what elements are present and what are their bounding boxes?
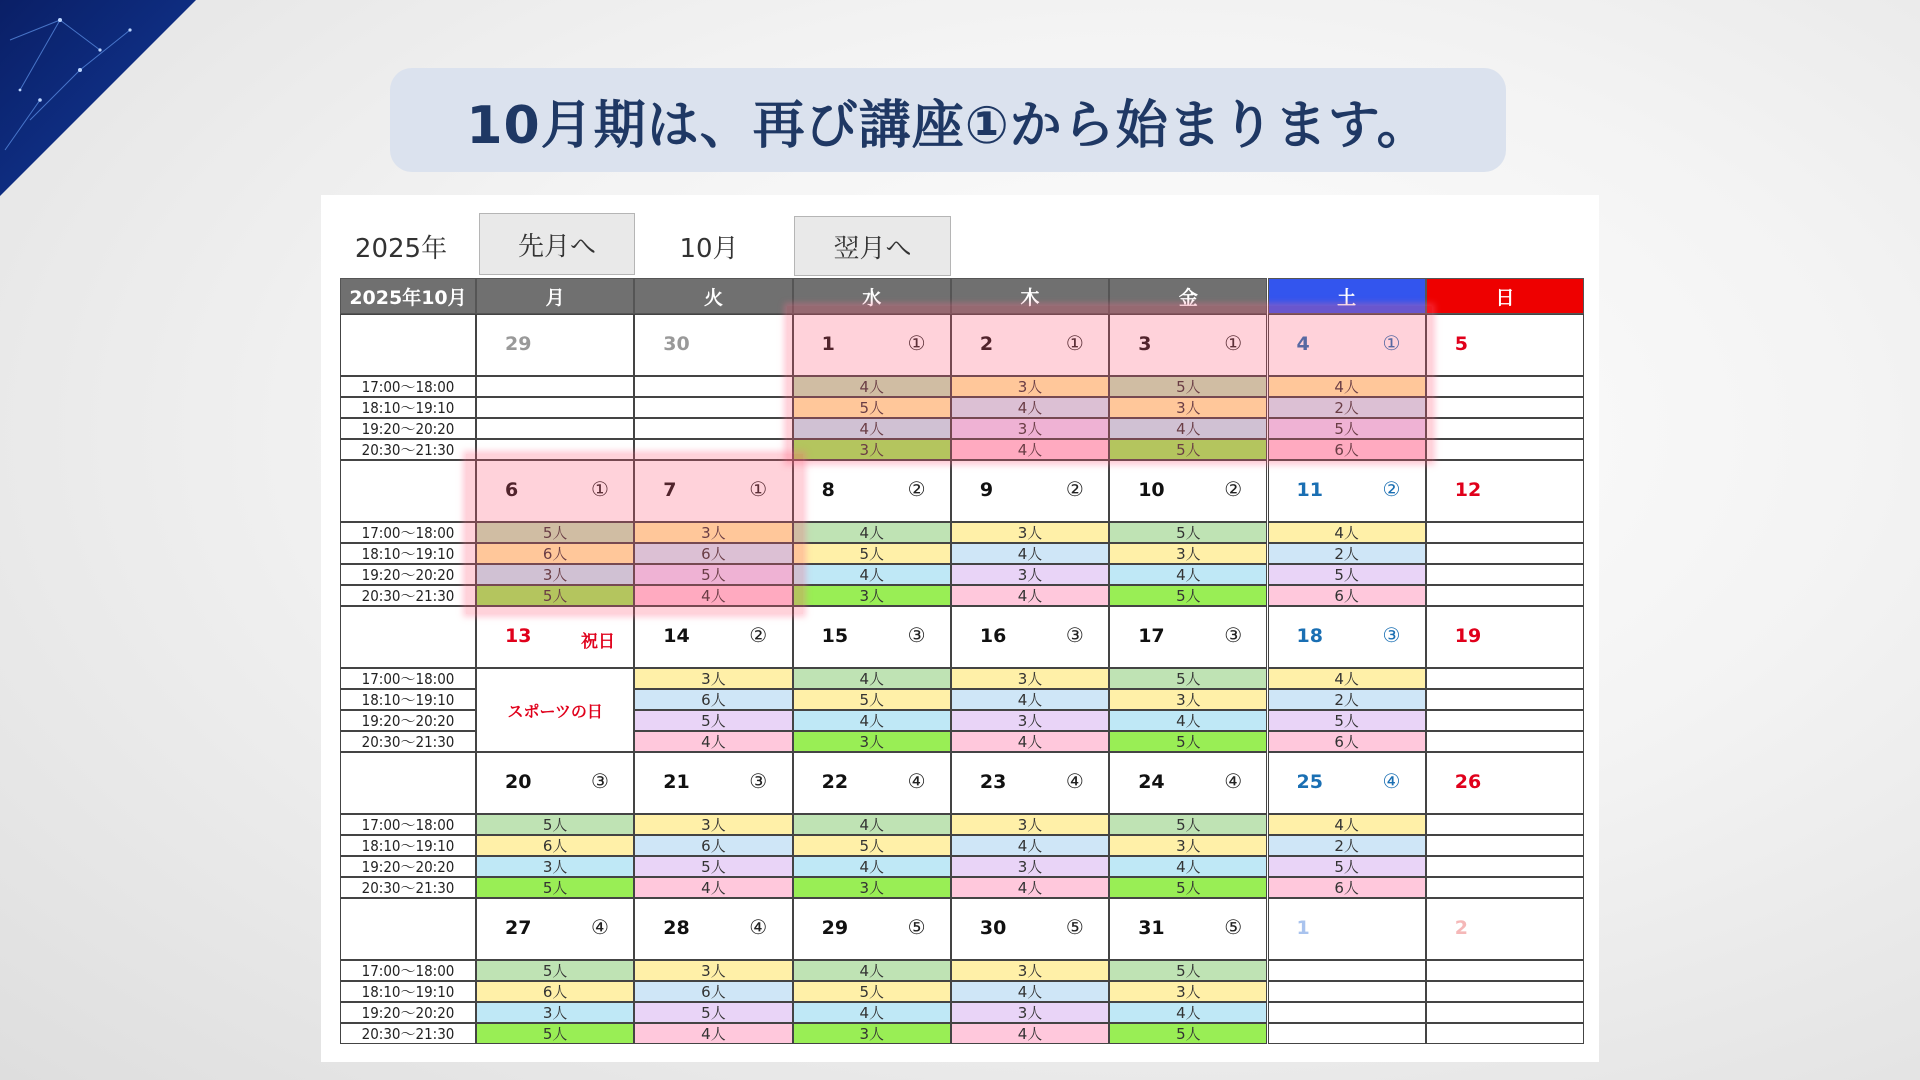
slot-count[interactable]: 4人 <box>1109 856 1267 877</box>
slot-count <box>1426 668 1584 689</box>
time-slot-label: 19:20〜20:20 <box>340 1002 476 1023</box>
slot-count[interactable]: 5人 <box>476 585 634 606</box>
lecture-number: ② <box>749 623 768 647</box>
day-cell[interactable] <box>793 898 951 960</box>
slot-count[interactable]: 5人 <box>1109 1023 1267 1044</box>
slot-count <box>1268 1002 1426 1023</box>
slot-count[interactable]: 4人 <box>793 376 951 397</box>
slot-count[interactable]: 4人 <box>951 835 1109 856</box>
next-month-button[interactable]: 翌月へ <box>794 216 951 276</box>
slot-count <box>634 376 792 397</box>
time-slot-label: 18:10〜19:10 <box>340 543 476 564</box>
time-slot-label: 17:00〜18:00 <box>340 960 476 981</box>
slot-count <box>1426 522 1584 543</box>
slot-count <box>1426 877 1584 898</box>
slot-count[interactable]: 5人 <box>634 1002 792 1023</box>
day-number: 22 <box>821 771 849 793</box>
slot-count[interactable]: 3人 <box>1109 981 1267 1002</box>
slot-count[interactable]: 5人 <box>476 1023 634 1044</box>
day-cell[interactable] <box>951 898 1109 960</box>
day-number: 14 <box>663 625 690 647</box>
lecture-number: ⑤ <box>1065 915 1084 939</box>
lecture-number: ① <box>591 477 609 501</box>
slot-count[interactable]: 3人 <box>951 856 1109 877</box>
slot-count[interactable]: 4人 <box>1109 710 1267 731</box>
day-cell[interactable] <box>1426 898 1584 960</box>
day-cell[interactable] <box>634 606 792 668</box>
day-cell[interactable] <box>1268 606 1426 668</box>
slot-count[interactable]: 4人 <box>1109 564 1267 585</box>
day-cell[interactable] <box>1268 314 1426 376</box>
slot-count[interactable]: 4人 <box>634 1023 792 1044</box>
day-number: 1 <box>1296 917 1310 939</box>
slot-count[interactable]: 4人 <box>793 710 951 731</box>
slot-count <box>1426 543 1584 564</box>
slot-count[interactable]: 4人 <box>951 877 1109 898</box>
slot-count[interactable]: 6人 <box>476 543 634 564</box>
slot-count[interactable]: 4人 <box>793 814 951 835</box>
day-cell[interactable] <box>1426 606 1584 668</box>
slot-count[interactable]: 3人 <box>634 814 792 835</box>
slot-count[interactable]: 3人 <box>793 585 951 606</box>
week-date-label-cell <box>340 898 476 960</box>
day-number: 28 <box>663 917 690 939</box>
day-cell[interactable] <box>793 752 951 814</box>
day-number: 15 <box>821 625 849 647</box>
slot-count[interactable]: 5人 <box>1109 877 1267 898</box>
slot-count[interactable]: 3人 <box>951 710 1109 731</box>
slot-count <box>1268 981 1426 1002</box>
slot-count[interactable]: 5人 <box>1109 522 1267 543</box>
slot-count <box>1426 710 1584 731</box>
day-number: 30 <box>979 917 1007 939</box>
prev-month-button[interactable]: 先月へ <box>479 213 635 275</box>
lecture-number: ① <box>749 477 768 501</box>
weekday-header: 火 <box>634 278 792 314</box>
day-number: 21 <box>663 771 690 793</box>
lecture-number: ③ <box>907 623 926 647</box>
day-cell[interactable] <box>476 460 634 522</box>
day-number: 2 <box>979 333 994 355</box>
slot-count[interactable]: 3人 <box>951 522 1109 543</box>
day-cell[interactable] <box>951 752 1109 814</box>
day-cell[interactable] <box>634 752 792 814</box>
day-cell[interactable] <box>793 314 951 376</box>
day-number: 25 <box>1296 771 1323 793</box>
slot-count <box>1426 1002 1584 1023</box>
slot-count[interactable]: 4人 <box>634 877 792 898</box>
slot-count[interactable]: 5人 <box>1109 668 1267 689</box>
slot-count[interactable]: 3人 <box>951 564 1109 585</box>
slot-count[interactable]: 5人 <box>1109 376 1267 397</box>
time-slot-label: 20:30〜21:30 <box>340 585 476 606</box>
day-number: 16 <box>979 625 1007 647</box>
slot-count <box>1268 1023 1426 1044</box>
slot-count[interactable]: 3人 <box>793 1023 951 1044</box>
slot-count <box>1426 981 1584 1002</box>
slot-count <box>634 439 792 460</box>
day-cell[interactable] <box>1426 752 1584 814</box>
slot-count[interactable]: 4人 <box>793 564 951 585</box>
slot-count <box>476 397 634 418</box>
lecture-number: ④ <box>591 915 609 939</box>
slot-count[interactable]: 3人 <box>634 522 792 543</box>
headline-text: 10月期は、再び講座①から始まります。 <box>466 95 1430 156</box>
slot-count[interactable]: 3人 <box>793 439 951 460</box>
slot-count[interactable]: 4人 <box>634 731 792 752</box>
day-cell[interactable] <box>1426 460 1584 522</box>
lecture-number: ④ <box>1065 769 1084 793</box>
day-cell[interactable] <box>476 752 634 814</box>
weekday-header: 日 <box>1426 278 1584 314</box>
slot-count[interactable]: 4人 <box>1268 668 1426 689</box>
slot-count[interactable]: 4人 <box>951 731 1109 752</box>
slot-count[interactable]: 4人 <box>793 856 951 877</box>
slot-count[interactable]: 3人 <box>951 418 1109 439</box>
slot-count <box>1426 439 1584 460</box>
slot-count <box>1426 835 1584 856</box>
day-number: 5 <box>1454 333 1469 355</box>
slot-count[interactable]: 3人 <box>476 1002 634 1023</box>
lecture-number: ② <box>907 477 926 501</box>
slot-count[interactable]: 6人 <box>634 689 792 710</box>
time-slot-label: 20:30〜21:30 <box>340 439 476 460</box>
lecture-number: ⑤ <box>1224 915 1243 939</box>
year-label: 2025年 <box>354 233 448 264</box>
slot-count[interactable]: 5人 <box>476 877 634 898</box>
time-slot-label: 17:00〜18:00 <box>340 814 476 835</box>
slot-count[interactable]: 6人 <box>634 835 792 856</box>
day-cell[interactable] <box>1109 752 1267 814</box>
day-number: 30 <box>663 333 690 355</box>
slot-count[interactable]: 4人 <box>951 543 1109 564</box>
slot-count[interactable]: 4人 <box>951 981 1109 1002</box>
time-slot-label: 20:30〜21:30 <box>340 731 476 752</box>
time-slot-label: 18:10〜19:10 <box>340 835 476 856</box>
week-date-label-cell <box>340 460 476 522</box>
day-number: 12 <box>1454 479 1482 501</box>
day-cell[interactable] <box>634 898 792 960</box>
slot-count[interactable]: 6人 <box>1268 585 1426 606</box>
slot-count <box>1426 1023 1584 1044</box>
slot-count[interactable]: 3人 <box>1109 835 1267 856</box>
slot-count <box>476 418 634 439</box>
slot-count[interactable]: 3人 <box>1109 543 1267 564</box>
day-number: 24 <box>1138 771 1165 793</box>
slot-count[interactable]: 5人 <box>1109 960 1267 981</box>
lecture-number: ⑤ <box>907 915 926 939</box>
slot-count[interactable]: 5人 <box>793 397 951 418</box>
slot-count[interactable]: 4人 <box>1268 522 1426 543</box>
holiday-name: スポーツの日 <box>476 668 634 752</box>
slot-count[interactable]: 4人 <box>951 397 1109 418</box>
slot-count[interactable]: 5人 <box>1109 814 1267 835</box>
slot-count[interactable]: 4人 <box>793 668 951 689</box>
slot-count[interactable]: 2人 <box>1268 397 1426 418</box>
slot-count[interactable]: 3人 <box>951 814 1109 835</box>
time-slot-label: 17:00〜18:00 <box>340 522 476 543</box>
lecture-number: ② <box>1382 477 1401 501</box>
slot-count[interactable]: 3人 <box>951 1002 1109 1023</box>
day-cell[interactable] <box>634 314 792 376</box>
day-number: 9 <box>979 479 994 501</box>
slot-count[interactable]: 4人 <box>951 439 1109 460</box>
slot-count[interactable]: 4人 <box>1268 376 1426 397</box>
slot-count <box>1426 418 1584 439</box>
week-date-label-cell <box>340 606 476 668</box>
slot-count <box>1426 960 1584 981</box>
day-number: 2 <box>1454 917 1469 939</box>
day-number: 8 <box>821 479 835 501</box>
slot-count[interactable]: 5人 <box>634 564 792 585</box>
time-slot-label: 19:20〜20:20 <box>340 856 476 877</box>
lecture-number: ③ <box>1224 623 1243 647</box>
day-number: 29 <box>505 333 532 355</box>
lecture-number: ④ <box>749 915 768 939</box>
weekday-header: 金 <box>1109 278 1267 314</box>
time-slot-label: 18:10〜19:10 <box>340 689 476 710</box>
time-slot-label: 20:30〜21:30 <box>340 1023 476 1044</box>
day-number: 17 <box>1138 625 1165 647</box>
slot-count <box>1426 564 1584 585</box>
lecture-number: ① <box>907 331 926 355</box>
day-cell[interactable] <box>951 606 1109 668</box>
slot-count <box>634 418 792 439</box>
weekday-header: 水 <box>793 278 951 314</box>
slot-count[interactable]: 3人 <box>634 668 792 689</box>
slot-count <box>476 439 634 460</box>
weekday-header: 木 <box>951 278 1109 314</box>
day-number: 26 <box>1454 771 1482 793</box>
day-cell[interactable] <box>951 314 1109 376</box>
slot-count[interactable]: 5人 <box>793 981 951 1002</box>
slot-count[interactable]: 5人 <box>1268 710 1426 731</box>
day-number: 20 <box>505 771 532 793</box>
time-slot-label: 20:30〜21:30 <box>340 877 476 898</box>
day-number: 11 <box>1296 479 1323 501</box>
calendar-corner-label: 2025年10月 <box>340 278 476 314</box>
time-slot-label: 19:20〜20:20 <box>340 564 476 585</box>
month-label: 10月 <box>679 233 739 264</box>
slot-count[interactable]: 3人 <box>634 960 792 981</box>
day-number: 7 <box>663 479 677 501</box>
slot-count[interactable]: 5人 <box>1109 585 1267 606</box>
lecture-number: ③ <box>1065 623 1084 647</box>
time-slot-label: 17:00〜18:00 <box>340 376 476 397</box>
slot-count[interactable]: 4人 <box>793 1002 951 1023</box>
slot-count[interactable]: 3人 <box>951 376 1109 397</box>
slot-count[interactable]: 5人 <box>476 960 634 981</box>
slot-count[interactable]: 5人 <box>1109 439 1267 460</box>
slot-count[interactable]: 5人 <box>634 710 792 731</box>
day-cell[interactable] <box>1109 898 1267 960</box>
slot-count[interactable]: 5人 <box>476 814 634 835</box>
slot-count <box>1268 960 1426 981</box>
slot-count[interactable]: 5人 <box>634 856 792 877</box>
slot-count[interactable]: 4人 <box>951 585 1109 606</box>
lecture-number: ① <box>1065 331 1084 355</box>
weekday-header: 月 <box>476 278 634 314</box>
slot-count <box>1426 856 1584 877</box>
lecture-number: ③ <box>749 769 768 793</box>
slot-count[interactable]: 6人 <box>476 835 634 856</box>
slot-count <box>1426 397 1584 418</box>
slot-count <box>634 397 792 418</box>
slot-count[interactable]: 3人 <box>793 731 951 752</box>
day-number: 23 <box>979 771 1007 793</box>
slot-count[interactable]: 3人 <box>1109 689 1267 710</box>
day-cell[interactable] <box>793 460 951 522</box>
day-number: 3 <box>1138 333 1152 355</box>
slot-count[interactable]: 6人 <box>476 981 634 1002</box>
day-cell[interactable] <box>1268 460 1426 522</box>
lecture-number: ② <box>1224 477 1243 501</box>
slot-count[interactable]: 5人 <box>476 522 634 543</box>
day-number: 6 <box>505 479 519 501</box>
slot-count[interactable]: 5人 <box>1268 418 1426 439</box>
slot-count[interactable]: 4人 <box>634 585 792 606</box>
lecture-number: ① <box>1382 331 1401 355</box>
slot-count[interactable]: 5人 <box>1109 731 1267 752</box>
day-number: 27 <box>505 917 532 939</box>
day-cell[interactable] <box>1109 606 1267 668</box>
slot-count[interactable]: 6人 <box>1268 877 1426 898</box>
slot-count[interactable]: 4人 <box>1109 418 1267 439</box>
slot-count <box>1426 689 1584 710</box>
day-number: 31 <box>1138 917 1165 939</box>
slot-count[interactable]: 5人 <box>1268 856 1426 877</box>
day-number: 13 <box>505 625 532 647</box>
day-cell[interactable] <box>951 460 1109 522</box>
day-cell[interactable] <box>1109 314 1267 376</box>
slot-count[interactable]: 4人 <box>793 960 951 981</box>
lecture-number: ② <box>1065 477 1084 501</box>
week-date-label-cell <box>340 752 476 814</box>
day-cell[interactable] <box>634 460 792 522</box>
time-slot-label: 19:20〜20:20 <box>340 710 476 731</box>
slot-count <box>1426 376 1584 397</box>
day-cell[interactable] <box>793 606 951 668</box>
day-number: 1 <box>821 333 835 355</box>
slot-count[interactable]: 4人 <box>793 522 951 543</box>
time-slot-label: 19:20〜20:20 <box>340 418 476 439</box>
day-number: 4 <box>1296 333 1310 355</box>
slot-count <box>1426 814 1584 835</box>
day-number: 19 <box>1454 625 1482 647</box>
lecture-number: ① <box>1224 331 1243 355</box>
headline-banner <box>390 68 1506 172</box>
day-cell[interactable] <box>1268 752 1426 814</box>
slot-count[interactable]: 3人 <box>951 960 1109 981</box>
slot-count[interactable]: 2人 <box>1268 689 1426 710</box>
weekday-header: 土 <box>1268 278 1426 314</box>
day-cell[interactable] <box>1109 460 1267 522</box>
slot-count <box>1426 731 1584 752</box>
day-cell[interactable] <box>1426 314 1584 376</box>
slot-count[interactable]: 6人 <box>1268 439 1426 460</box>
slot-count[interactable]: 3人 <box>793 877 951 898</box>
slot-count[interactable]: 6人 <box>1268 731 1426 752</box>
slot-count[interactable]: 3人 <box>476 856 634 877</box>
calendar-panel <box>321 195 1599 1062</box>
slot-count[interactable]: 5人 <box>793 543 951 564</box>
slot-count[interactable]: 4人 <box>1268 814 1426 835</box>
day-number: 10 <box>1138 479 1165 501</box>
holiday-badge: 祝日 <box>581 632 615 652</box>
slot-count[interactable]: 4人 <box>793 418 951 439</box>
slot-count[interactable]: 5人 <box>793 835 951 856</box>
slot-count[interactable]: 4人 <box>1109 1002 1267 1023</box>
time-slot-label: 17:00〜18:00 <box>340 668 476 689</box>
day-number: 29 <box>821 917 849 939</box>
slot-count <box>1426 585 1584 606</box>
slot-count[interactable]: 2人 <box>1268 543 1426 564</box>
lecture-number: ③ <box>591 769 609 793</box>
time-slot-label: 18:10〜19:10 <box>340 981 476 1002</box>
lecture-number: ④ <box>907 769 926 793</box>
slot-count[interactable]: 5人 <box>793 689 951 710</box>
day-cell[interactable] <box>1268 898 1426 960</box>
lecture-number: ④ <box>1382 769 1401 793</box>
slot-count[interactable]: 2人 <box>1268 835 1426 856</box>
day-cell[interactable] <box>476 606 634 668</box>
slot-count[interactable]: 4人 <box>951 689 1109 710</box>
slot-count[interactable]: 6人 <box>634 981 792 1002</box>
slot-count[interactable]: 3人 <box>951 668 1109 689</box>
slot-count[interactable]: 5人 <box>1268 564 1426 585</box>
day-number: 18 <box>1296 625 1323 647</box>
slot-count <box>476 376 634 397</box>
lecture-number: ③ <box>1382 623 1401 647</box>
slot-count[interactable]: 3人 <box>1109 397 1267 418</box>
time-slot-label: 18:10〜19:10 <box>340 397 476 418</box>
slot-count[interactable]: 4人 <box>951 1023 1109 1044</box>
slot-count[interactable]: 6人 <box>634 543 792 564</box>
day-cell[interactable] <box>476 314 634 376</box>
lecture-number: ④ <box>1224 769 1243 793</box>
corner-decoration <box>0 0 200 200</box>
slot-count[interactable]: 3人 <box>476 564 634 585</box>
week-date-label-cell <box>340 314 476 376</box>
day-cell[interactable] <box>476 898 634 960</box>
